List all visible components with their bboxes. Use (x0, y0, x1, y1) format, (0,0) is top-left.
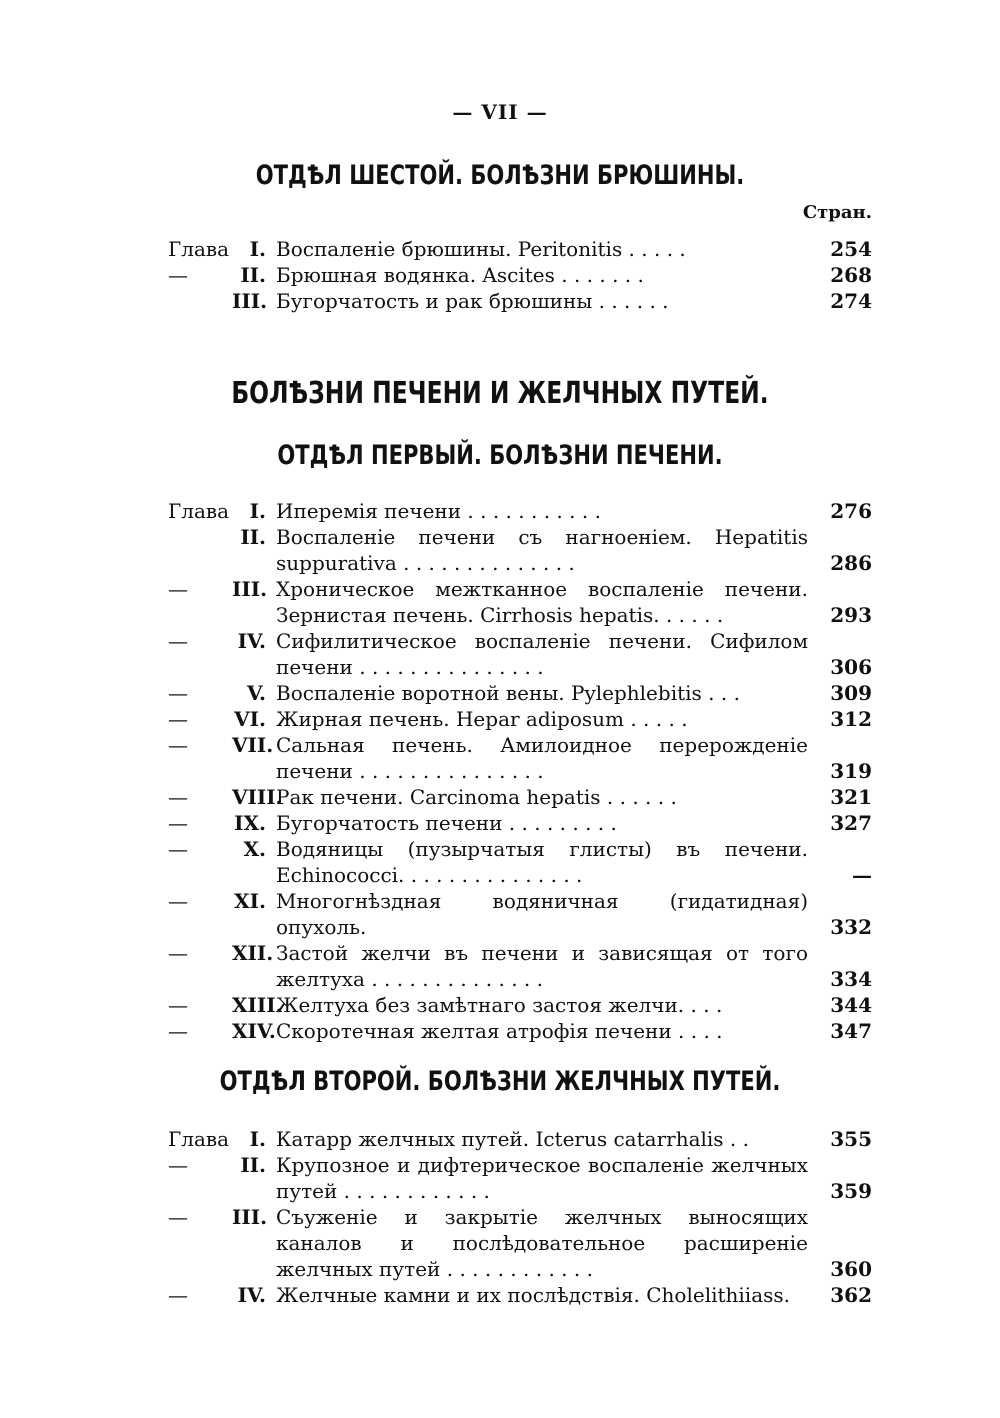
page-number: 344 (830, 993, 872, 1017)
page-number: 254 (830, 237, 872, 261)
page-number: 276 (830, 499, 872, 523)
page-number: 293 (830, 603, 872, 627)
toc-entry (168, 262, 872, 288)
entry-prefix: — (168, 577, 188, 601)
toc-entry (168, 940, 872, 992)
chapter-title: Бугорчатость и рак брюшины . . . . . . (276, 289, 669, 313)
entry-prefix: Глава (168, 1127, 230, 1151)
toc-entry (168, 888, 872, 940)
entry-prefix: Глава (168, 499, 230, 523)
entry-prefix: — (168, 785, 188, 809)
chapter-title: Сальная печень. Амилоидное перерожденіе печени . . . . . . . . . . . . . . . (276, 733, 808, 783)
entry-prefix: — (168, 707, 188, 731)
page-number: 355 (830, 1127, 872, 1151)
section-heading-liver: ОТДѢЛ ПЕРВЫЙ. БОЛѢЗНИ ПЕЧЕНИ. (277, 440, 723, 471)
chapter-number: I. (249, 499, 266, 523)
toc-entry (168, 992, 872, 1018)
entry-prefix: — (168, 837, 188, 861)
chapter-title: Желчные камни и их послѣдствія. Cholelithiiass. (276, 1283, 791, 1307)
chapter-number: V. (247, 681, 266, 705)
entry-prefix (168, 524, 232, 576)
chapter-title: Иперемія печени . . . . . . . . . . . (276, 499, 601, 523)
chapter-number: XII. (232, 941, 274, 965)
section-heading-biliary: ОТДѢЛ ВТОРОЙ. БОЛѢЗНИ ЖЕЛЧНЫХ ПУТЕЙ. (219, 1066, 781, 1097)
page-header-roman: — VII — (452, 100, 548, 124)
chapter-title: Скоротечная желтая атрофія печени . . . . (276, 1019, 723, 1043)
chapter-number: III. (232, 1205, 268, 1229)
entry-prefix: — (168, 941, 188, 965)
major-heading-liver-biliary: БОЛѢЗНИ ПЕЧЕНИ И ЖЕЛЧНЫХ ПУТЕЙ. (231, 376, 769, 411)
toc-entry (168, 732, 872, 784)
chapter-number: IX. (234, 811, 266, 835)
toc-entry (168, 680, 872, 706)
chapter-title: Крупозное и дифтерическое воспаленіе желчных путей . . . . . . . . . . . . (276, 1153, 808, 1203)
chapter-number: VII. (232, 733, 274, 757)
toc-entry (168, 836, 872, 888)
chapter-number: I. (249, 237, 266, 261)
page-number: 327 (830, 811, 872, 835)
entry-prefix: — (168, 1153, 188, 1177)
toc-section-biliary (168, 1126, 872, 1308)
page-number: 347 (830, 1019, 872, 1043)
toc-section-liver (168, 498, 872, 1044)
chapter-number: I. (249, 1127, 266, 1151)
toc-entry (168, 1204, 872, 1282)
entry-prefix: — (168, 733, 188, 757)
page-number: 319 (830, 759, 872, 783)
chapter-title: Желтуха без замѣтнаго застоя желчи. . . . (276, 993, 723, 1017)
chapter-number: II. (240, 525, 266, 549)
chapter-title: Съуженіе и закрытіе желчных выносящих каналов и послѣдовательное расширеніе желчных путей . . . . . . . . . . . . (276, 1205, 808, 1281)
toc-entry (168, 576, 872, 628)
section-heading-peritoneum: ОТДѢЛ ШЕСТОЙ. БОЛѢЗНИ БРЮШИНЫ. (255, 160, 745, 191)
chapter-number: VIII. (232, 785, 283, 809)
toc-entry (168, 706, 872, 732)
page-number: 360 (830, 1257, 872, 1281)
entry-prefix: — (168, 1283, 188, 1307)
toc-section-peritoneum (168, 236, 872, 314)
chapter-number: XI. (234, 889, 266, 913)
chapter-title: Брюшная водянка. Ascites . . . . . . . (276, 263, 644, 287)
chapter-title: Рак печени. Carcinoma hepatis . . . . . . (276, 785, 677, 809)
entry-prefix: — (168, 681, 188, 705)
chapter-title: Многогнѣздная водяничная (гидатидная) опухоль. (276, 889, 808, 939)
chapter-title: Бугорчатость печени . . . . . . . . . (276, 811, 617, 835)
page-number: 332 (830, 915, 872, 939)
toc-entry (168, 236, 872, 262)
entry-prefix (168, 288, 232, 314)
page-number: 359 (830, 1179, 872, 1203)
page-number: 309 (830, 681, 872, 705)
page-number: — (852, 863, 872, 887)
entry-prefix: Глава (168, 237, 230, 261)
page-number: 306 (830, 655, 872, 679)
chapter-number: X. (243, 837, 266, 861)
toc-entry (168, 784, 872, 810)
toc-entry (168, 1126, 872, 1152)
page-number: 312 (830, 707, 872, 731)
entry-prefix: — (168, 889, 188, 913)
toc-entry (168, 1152, 872, 1204)
chapter-number: II. (240, 1153, 266, 1177)
page-column-label: Стран. (802, 202, 872, 223)
page-number: 268 (830, 263, 872, 287)
entry-prefix: — (168, 1205, 188, 1229)
chapter-title: Катарр желчных путей. Icterus catarrhalis . . (276, 1127, 749, 1151)
page-number: 321 (830, 785, 872, 809)
toc-entry (168, 498, 872, 524)
entry-prefix: — (168, 629, 188, 653)
chapter-title: Сифилитическое воспаленіе печени. Сифилом печени . . . . . . . . . . . . . . . (276, 629, 808, 679)
entry-prefix: — (168, 263, 188, 287)
chapter-title: Воспаленіе печени съ нагноеніем. Hepatitis suppurativa . . . . . . . . . . . . . . (276, 525, 808, 575)
chapter-title: Воспаленіе воротной вены. Pylephlebitis . . . (276, 681, 740, 705)
chapter-number: VI. (234, 707, 266, 731)
entry-prefix: — (168, 811, 188, 835)
chapter-number: IV. (237, 1283, 266, 1307)
chapter-title: Хроническое межтканное воспаленіе печени. Зернистая печень. Cirrhosis hepatis. . . . . . (276, 577, 808, 627)
page-number: 362 (830, 1283, 872, 1307)
chapter-number: IV. (237, 629, 266, 653)
toc-entry (168, 810, 872, 836)
page-number: 274 (830, 289, 872, 313)
chapter-title: Воспаленіе брюшины. Peritonitis . . . . . (276, 237, 686, 261)
toc-entry (168, 524, 872, 576)
toc-entry (168, 288, 872, 314)
entry-prefix: — (168, 1019, 188, 1043)
chapter-number: III. (232, 289, 268, 313)
toc-entry (168, 1282, 872, 1308)
chapter-number: II. (240, 263, 266, 287)
chapter-title: Водяницы (пузырчатыя глисты) въ печени. Echinococci. . . . . . . . . . . . . . . (276, 837, 808, 887)
chapter-title: Застой желчи въ печени и зависящая от того желтуха . . . . . . . . . . . . . . (276, 941, 808, 991)
chapter-number: III. (232, 577, 268, 601)
page-number: 334 (830, 967, 872, 991)
chapter-number: XIII. (232, 993, 283, 1017)
page-number: 286 (830, 551, 872, 575)
toc-entry (168, 1018, 872, 1044)
entry-prefix: — (168, 993, 188, 1017)
toc-entry (168, 628, 872, 680)
chapter-number: XIV. (232, 1019, 276, 1043)
chapter-title: Жирная печень. Hepar adiposum . . . . . (276, 707, 688, 731)
